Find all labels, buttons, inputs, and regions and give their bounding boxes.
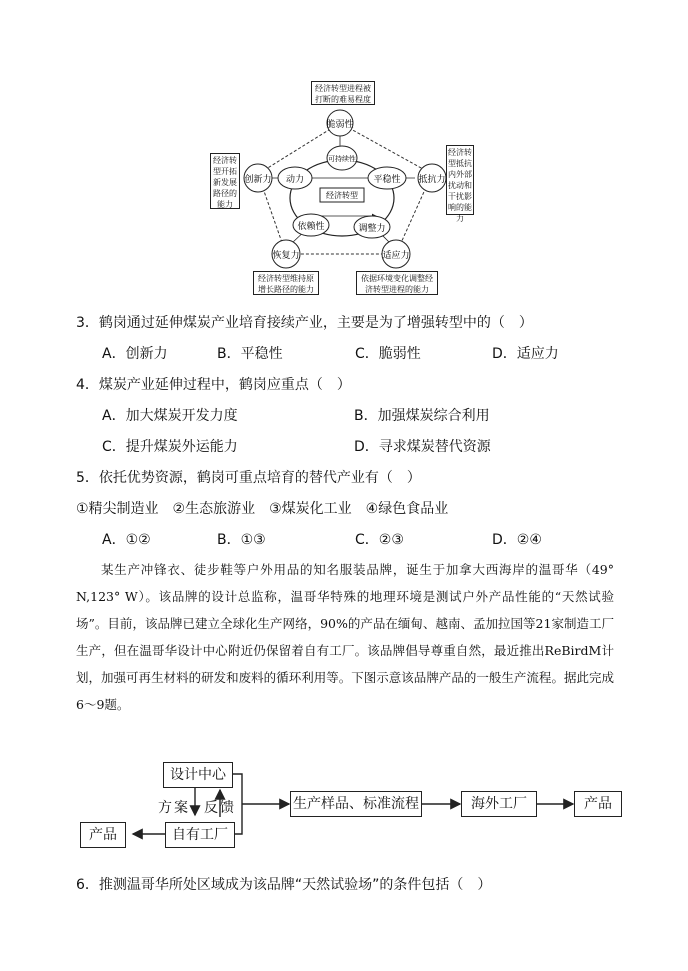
inner-dongli: 动力 (285, 175, 305, 185)
q4-stem: 4．煤炭产业延伸过程中，鹤岗应重点（ ） (76, 377, 351, 393)
flow-sample-process: 生产样品、标准流程 (290, 791, 422, 817)
inner-tiaozheng: 调整力 (358, 224, 386, 234)
node-top: 脆弱性 (326, 120, 354, 130)
q3-option-c[interactable]: C．脆弱性 (355, 346, 421, 362)
flow-product-right: 产品 (574, 791, 622, 817)
flow-own-factory: 自有工厂 (165, 822, 235, 848)
q3-option-a[interactable]: A．创新力 (102, 346, 168, 362)
node-bottom-left: 恢复力 (272, 251, 300, 261)
q4-option-c[interactable]: C．提升煤炭外运能力 (102, 439, 238, 455)
flow-product-left: 产品 (80, 822, 126, 848)
q3-option-b[interactable]: B．平稳性 (217, 346, 283, 362)
q3-stem: 3．鹤岗通过延伸煤炭产业培育接续产业，主要是为了增强转型中的（ ） (76, 315, 533, 331)
flow-overseas-factory: 海外工厂 (461, 791, 537, 817)
q5-stem: 5．依托优势资源，鹤岗可重点培育的替代产业有（ ） (76, 470, 421, 486)
inner-kechixu: 可持续性 (328, 155, 356, 163)
q4-option-d[interactable]: D．寻求煤炭替代资源 (354, 439, 491, 455)
diagram-bottom-right-box: 依据环境变化调整经济转型进程的能力 (356, 271, 438, 295)
q5-items: ①精尖制造业 ②生态旅游业 ③煤炭化工业 ④绿色食品业 (76, 501, 449, 517)
flow-plan-label: 方案 (158, 800, 190, 816)
node-right: 抵抗力 (418, 175, 446, 185)
q5-option-a[interactable]: A．①② (102, 532, 151, 548)
diagram-bottom-left-box: 经济转型维持原增长路径的能力 (253, 271, 319, 295)
q4-option-b[interactable]: B．加强煤炭综合利用 (354, 408, 490, 424)
diagram-left-box: 经济转型开拓新发展路径的能力 (210, 153, 240, 209)
diagram-top-box: 经济转型进程被打断的难易程度 (311, 81, 375, 105)
node-left: 创新力 (244, 175, 272, 185)
diagram-right-box: 经济转型抵抗内外部扰动和干扰影响的能力 (446, 145, 474, 215)
q5-option-d[interactable]: D．②④ (492, 532, 542, 548)
flow-feedback-label: 反馈 (204, 800, 236, 816)
q4-option-a[interactable]: A．加大煤炭开发力度 (102, 408, 238, 424)
q3-option-d[interactable]: D．适应力 (492, 346, 559, 362)
reading-passage: 某生产冲锋衣、徒步鞋等户外用品的知名服装品牌，诞生于加拿大西海岸的温哥华（49° N,123° W）。该品牌的设计总监称，温哥华特殊的地理环境是测试户外产品性能的“天然试验场”。目前，该品牌已建立全球化生产网络，90%的产品在缅甸、越南、孟加拉国等21家制造工厂生产，但在温哥华设计中心附近仍保留着自有工厂。该品牌倡导尊重自然，最近推出ReBirdM计划，加强可再生材料的研发和废料的循环利用等。下图示意该品牌产品的一般生产流程。据此完成6～9题。 (76, 562, 614, 712)
center-label: 经济转型 (326, 191, 358, 200)
inner-pingwen: 平稳性 (373, 175, 401, 185)
flow-design-center: 设计中心 (163, 762, 233, 788)
q5-option-c[interactable]: C．②③ (355, 532, 404, 548)
node-bottom-right: 适应力 (382, 251, 410, 261)
q5-option-b[interactable]: B．①③ (217, 532, 266, 548)
inner-yilai: 依赖性 (297, 222, 325, 232)
q6-stem: 6．推测温哥华所处区域成为该品牌“天然试验场”的条件包括（ ） (76, 877, 492, 893)
